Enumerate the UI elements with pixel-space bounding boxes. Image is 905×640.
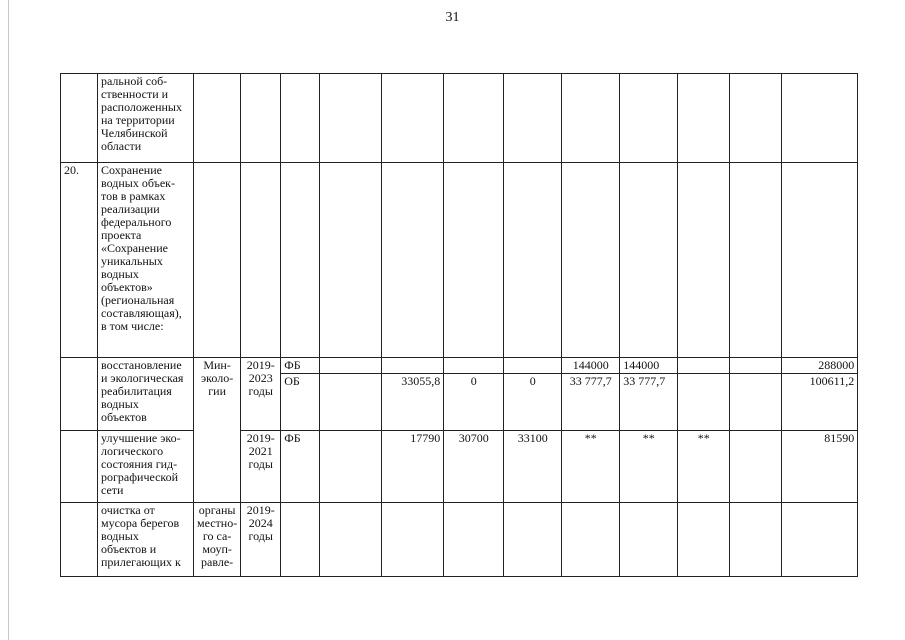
value-cell (320, 358, 382, 374)
value-cell (562, 358, 620, 374)
total-cell (782, 74, 858, 163)
value-cell (444, 431, 504, 503)
value-cell (678, 358, 730, 374)
executor-cell (194, 74, 241, 163)
value-cell (382, 503, 444, 577)
value-cell (320, 374, 382, 431)
value-cell (504, 358, 562, 374)
value-cell (444, 374, 504, 431)
value-cell (444, 358, 504, 374)
row-number-cell (61, 74, 98, 163)
table-row-hydrographic (61, 431, 858, 503)
row-number-cell (61, 431, 98, 503)
table-row-cleaning (61, 503, 858, 577)
value-cell (320, 503, 382, 577)
table-row-20 (61, 163, 858, 358)
item-name: улучшение эко- логического состояния гид- рографической сети (101, 431, 181, 497)
period: 2019- 2023 годы (246, 358, 275, 398)
total-value: 81590 (824, 431, 855, 445)
executor-cell (194, 503, 241, 577)
period-cell (241, 431, 281, 503)
value-cell (382, 358, 444, 374)
row-number: 20. (64, 163, 79, 177)
row-number-cell (61, 163, 98, 358)
value-cell (504, 74, 562, 163)
value-cell (382, 163, 444, 358)
source-cell (281, 374, 320, 431)
source-cell (281, 74, 320, 163)
period-cell (241, 503, 281, 577)
value-cell (320, 163, 382, 358)
executor-cell (194, 358, 241, 503)
source-cell (281, 358, 320, 374)
value: ** (642, 431, 655, 445)
value-cell (444, 74, 504, 163)
value-cell (730, 358, 782, 374)
value: 30700 (458, 431, 489, 445)
value-cell (320, 431, 382, 503)
item-name: очистка от мусора берегов водных объектов и прилегающих к (101, 503, 181, 569)
value-cell (504, 374, 562, 431)
value-cell (730, 74, 782, 163)
total-cell (782, 358, 858, 374)
value-cell (620, 431, 678, 503)
item-name-cell (98, 503, 194, 577)
item-name-cell (98, 431, 194, 503)
value-cell (678, 431, 730, 503)
table-row-restoration-fb (61, 358, 858, 374)
value-cell (320, 74, 382, 163)
period: 2019- 2024 годы (246, 503, 275, 543)
value: 144000 (623, 358, 660, 372)
item-name: Сохранение водных объек- тов в рамках реализации федерального проекта «Сохранение уникальных водных объектов» (региональная составляющая), в том числе: (101, 163, 182, 333)
total-cell (782, 374, 858, 431)
value-cell (620, 163, 678, 358)
program-table (60, 73, 858, 577)
page-number: 31 (445, 10, 460, 25)
total-value: 100611,2 (809, 374, 855, 388)
value-cell (504, 431, 562, 503)
value: 33 777,7 (623, 374, 666, 388)
value-cell (562, 163, 620, 358)
value-cell (382, 431, 444, 503)
value-cell (730, 431, 782, 503)
funding-source: ФБ (284, 358, 301, 372)
value-cell (620, 503, 678, 577)
item-name: восстановление и экологическая реабилитация водных объектов (101, 358, 184, 424)
total-cell (782, 163, 858, 358)
period-cell (241, 74, 281, 163)
value-cell (382, 374, 444, 431)
value-cell (620, 374, 678, 431)
value-cell (444, 163, 504, 358)
value: 144000 (572, 358, 609, 372)
value: ** (584, 431, 597, 445)
value-cell (562, 503, 620, 577)
value: 0 (529, 374, 536, 388)
period: 2019- 2021 годы (246, 431, 275, 471)
item-name-cell (98, 74, 194, 163)
funding-source: ФБ (284, 431, 301, 445)
value: 33 777,7 (569, 374, 612, 388)
value: 0 (470, 374, 477, 388)
source-cell (281, 503, 320, 577)
period-cell (241, 163, 281, 358)
value-cell (678, 74, 730, 163)
item-name: ральной соб- ственности и расположенных на территории Челябинской области (101, 74, 182, 153)
period-cell (241, 358, 281, 431)
value-cell (504, 163, 562, 358)
value-cell (730, 374, 782, 431)
value: 33100 (517, 431, 548, 445)
value-cell (620, 74, 678, 163)
row-number-cell (61, 358, 98, 431)
row-number-cell (61, 503, 98, 577)
value-cell (382, 74, 444, 163)
total-value: 288000 (818, 358, 855, 372)
item-name-cell (98, 163, 194, 358)
value-cell (620, 358, 678, 374)
value: 17790 (410, 431, 441, 445)
item-name-cell (98, 358, 194, 431)
total-cell (782, 431, 858, 503)
value-cell (678, 374, 730, 431)
value-cell (562, 431, 620, 503)
value-cell (678, 163, 730, 358)
funding-source: ОБ (284, 374, 300, 388)
table-row-continuation (61, 74, 858, 163)
value-cell (730, 163, 782, 358)
value-cell (504, 503, 562, 577)
value-cell (562, 74, 620, 163)
value-cell (444, 503, 504, 577)
value: ** (697, 431, 710, 445)
value-cell (678, 503, 730, 577)
value: 33055,8 (401, 374, 441, 388)
executor: органы местно- го са- моуп- равле- (197, 503, 238, 569)
source-cell (281, 431, 320, 503)
margin-line (8, 0, 9, 640)
value-cell (562, 374, 620, 431)
value-cell (730, 503, 782, 577)
executor: Мин- эколо- гии (201, 358, 234, 398)
executor-cell (194, 163, 241, 358)
total-cell (782, 503, 858, 577)
source-cell (281, 163, 320, 358)
